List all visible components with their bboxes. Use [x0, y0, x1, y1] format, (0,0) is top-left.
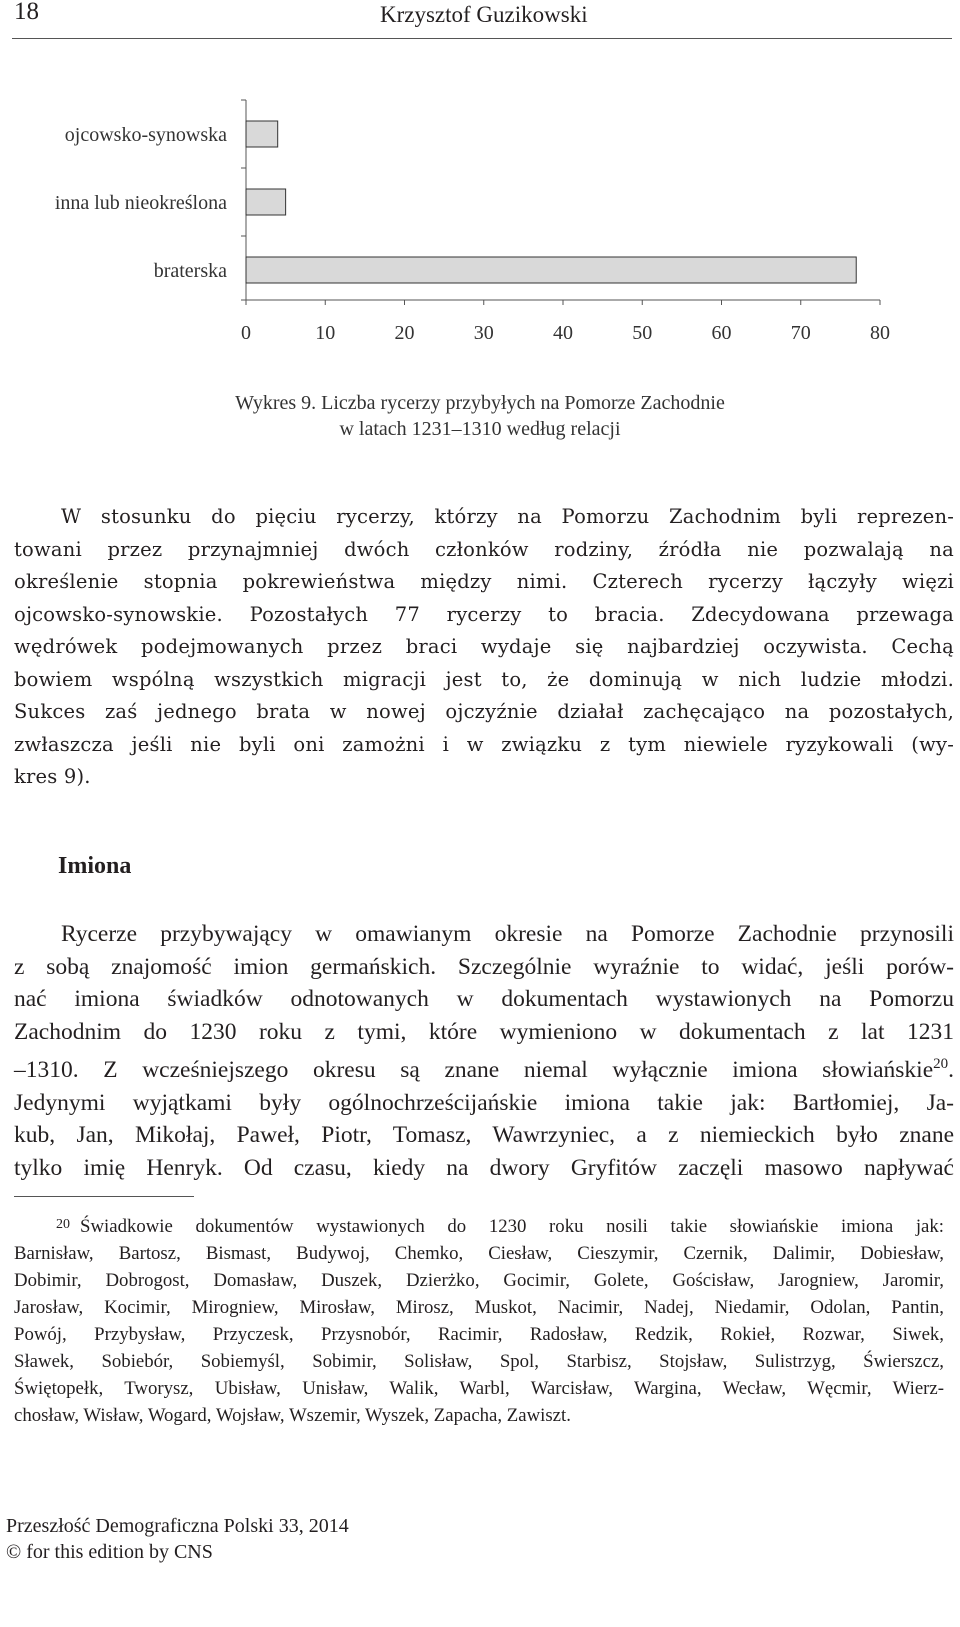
footnote-number: 20: [56, 1217, 70, 1232]
text-line: W stosunku do pięciu rycerzy, którzy na Pomorzu Zachodnim byli reprezen-: [61, 505, 954, 528]
footnote-line: Sławek, Sobiebór, Sobiemyśl, Sobimir, Solisław, Spol, Starbisz, Stojsław, Sulistrzyg, Świerszcz,: [14, 1351, 944, 1372]
text-line: Jedynymi wyjątkami były ogólnochrześcijańskie imiona takie jak: Bartłomiej, Ja-: [14, 1089, 954, 1116]
x-tick-label: 30: [473, 322, 494, 344]
x-tick-label: 10: [315, 322, 336, 344]
category-label: braterska: [153, 260, 227, 282]
text-line: bowiem wspólną wszystkich migracji jest to, że dominują w nich ludzie młodzi.: [14, 667, 954, 691]
text-line: tylko imię Henryk. Od czasu, kiedy na dwory Gryfitów zaczęli masowo napływać: [14, 1154, 954, 1181]
bar-chart: [0, 95, 960, 355]
footer-journal: Przeszłość Demograficzna Polski 33, 2014: [6, 1515, 349, 1537]
footnote-text: Świadkowie dokumentów wystawionych do 1230 roku nosili takie słowiańskie imiona jak:: [80, 1216, 944, 1237]
bar: [246, 257, 856, 283]
category-label: ojcowsko-synowska: [64, 124, 227, 146]
x-tick-label: 20: [394, 322, 415, 344]
text-line: określenie stopnia pokrewieństwa między nimi. Czterech rycerzy łączyły więzi: [14, 570, 954, 593]
paragraph-relations: [14, 501, 954, 794]
text-line: z sobą znajomość imion germańskich. Szczególnie wyraźnie to widać, jeśli porów-: [14, 953, 954, 980]
x-tick-label: 60: [711, 322, 732, 344]
footnote-reference: 20: [933, 1056, 949, 1072]
paragraph-names: [14, 918, 954, 1184]
text-line: nać imiona świadków odnotowanych w dokumentach wystawionych na Pomorzu: [14, 986, 954, 1012]
text-line: –1310. Z wcześniejszego okresu są znane niemal wyłącznie imiona słowiańskie$^{20}$.: [14, 1056, 954, 1083]
text-line: kub, Jan, Mikołaj, Paweł, Piotr, Tomasz, Wawrzyniec, a z niemieckich było znane: [14, 1122, 954, 1148]
text-line: zwłaszcza jeśli nie byli oni zamożni i w związku z tym niewiele ryzykowali (wy-: [14, 732, 954, 756]
text-line: towani przez przynajmniej dwóch członków rodziny, źródła nie pozwalają na: [14, 537, 954, 561]
footnote-line: Świętopełk, Tworysz, Ubisław, Unisław, Walik, Warbl, Warcisław, Wargina, Wecław, Węcmir, Wierz-: [14, 1378, 944, 1399]
page-number: 18: [14, 0, 39, 25]
bar: [246, 189, 286, 215]
figure-caption-line-2: w latach 1231–1310 według relacji: [339, 418, 621, 440]
figure-caption-line-1: Wykres 9. Liczba rycerzy przybyłych na Pomorze Zachodnie: [235, 392, 725, 414]
section-title: Imiona: [58, 853, 132, 879]
header-rule: [12, 38, 952, 39]
text-line: ojcowsko-synowskie. Pozostałych 77 rycerzy to bracia. Zdecydowana przewaga: [14, 602, 954, 626]
text-line: Sukces zaś jednego brata w nowej ojczyźnie działał zachęcająco na pozostałych,: [14, 700, 954, 723]
x-tick-label: 40: [553, 322, 573, 344]
x-tick-label: 0: [241, 322, 251, 344]
footnote-line: Jarosław, Kocimir, Mirogniew, Mirosław, Mirosz, Muskot, Nacimir, Nadej, Niedamir, Odolan, Pantin,: [14, 1297, 944, 1318]
text-line: Rycerze przybywający w omawianym okresie na Pomorze Zachodnie przynosili: [61, 921, 954, 947]
footnote-line: Dobimir, Dobrogost, Domasław, Duszek, Dzierżko, Gocimir, Golete, Gościsław, Jarogniew, Jaromir,: [14, 1270, 944, 1291]
footnote: [14, 1211, 944, 1429]
text-line: Zachodnim do 1230 roku z tymi, które wymieniono w dokumentach z lat 1231: [14, 1018, 954, 1045]
running-head-author: Krzysztof Guzikowski: [380, 2, 588, 27]
footnote-line: chosław, Wisław, Wogard, Wojsław, Wszemir, Wyszek, Zapacha, Zawiszt.: [14, 1405, 571, 1426]
text-span: –1310. Z wcześniejszego okresu są znane niemal wyłącznie imiona słowiańskie: [14, 1057, 934, 1083]
footer-copyright: © for this edition by CNS: [6, 1541, 213, 1563]
bar: [246, 121, 278, 147]
footnote-line: Powój, Przybysław, Przyczesk, Przysnobór, Racimir, Radosław, Redzik, Rokieł, Rozwar, Siwek,: [14, 1324, 944, 1345]
x-tick-label: 80: [870, 322, 890, 344]
category-label: inna lub nieokreślona: [54, 192, 227, 214]
text-line: wędrówek podejmowanych przez braci wydaje się najbardziej oczywista. Cechą: [14, 635, 954, 658]
footnote-line: Barnisław, Bartosz, Bismast, Budywoj, Chemko, Ciesław, Cieszymir, Czernik, Dalimir, Dobiesław,: [14, 1243, 944, 1264]
x-tick-label: 70: [790, 322, 811, 344]
text-line: kres 9).: [14, 765, 91, 788]
footnote-line: [14, 1211, 944, 1240]
footnote-rule: [14, 1196, 194, 1197]
x-tick-label: 50: [632, 322, 653, 344]
